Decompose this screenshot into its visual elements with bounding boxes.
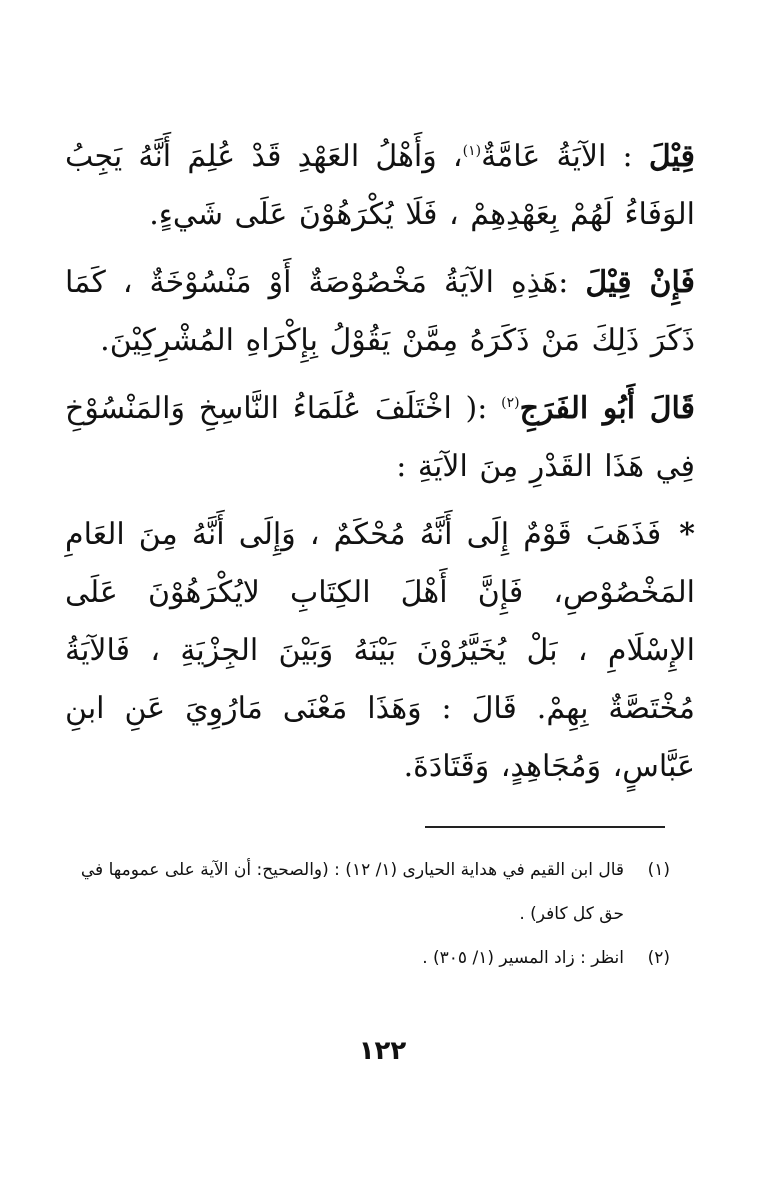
paragraph-text: :( اخْتَلَفَ عُلَمَاءُ النَّاسِخِ وَالمَنْسُوْخِ فِي هَذَا القَدْرِ مِنَ الآيَةِ : <box>65 391 695 484</box>
paragraph-lead: قَالَ أَبُو الفَرَجِ <box>519 391 695 426</box>
page-number: ١٢٢ <box>358 1036 407 1066</box>
footnote-number: (٢) <box>647 948 670 968</box>
paragraph-text: ، وَأَهْلُ العَهْدِ قَدْ عُلِمَ أَنَّهُ يَجِبُ الوَفَاءُ لَهُمْ بِعَهْدِهِمْ ، فَلَا يُكْرَهُوْنَ عَلَى شَيءٍ. <box>65 139 695 232</box>
paragraph-1 <box>65 128 695 244</box>
footnote-2 <box>70 936 670 980</box>
paragraph-text: فَذَهَبَ قَوْمٌ إِلَى أَنَّهُ مُحْكَمٌ ، وَإِلَى أَنَّهُ مِنَ العَامِ المَخْصُوْصِ، فَإِنَّ أَهْلَ الكِتَابِ لايُكْرَهُوْنَ عَلَى الإِسْلَامِ ، بَلْ يُخَيَّرُوْنَ بَيْنَهُ وَبَيْنَ الجِزْيَةِ ، فَالآيَةُ مُخْتَصَّةٌ بِهِمْ. قَالَ : وَهَذَا مَعْنَى مَارُوِيَ عَنِ ابنِ عَبَّاسٍ، وَمُجَاهِدٍ، وَقَتَادَةَ. <box>65 517 695 784</box>
footnote-text: قال ابن القيم في هداية الحيارى (١/ ١٢) : (والصحيح: أن الآية على عمومها في حق كل كافر) . <box>80 860 624 924</box>
paragraph-lead: قِيْلَ <box>648 139 695 174</box>
footnote-number: (١) <box>647 860 670 880</box>
paragraph-lead: فَإِنْ قِيْلَ <box>585 265 696 300</box>
footnote-ref: (٢) <box>501 395 520 411</box>
footnote-1 <box>70 848 670 936</box>
paragraph-text: : الآيَةُ عَامَّةٌ <box>481 139 649 174</box>
main-text <box>65 128 695 806</box>
footnotes <box>70 848 670 980</box>
paragraph-4 <box>65 506 695 796</box>
bullet-marker: * <box>679 517 695 552</box>
paragraph-2 <box>65 254 695 370</box>
footnote-separator <box>425 826 665 828</box>
paragraph-3 <box>65 380 695 496</box>
footnote-ref: (١) <box>462 143 482 159</box>
paragraph-text: :هَذِهِ الآيَةُ مَخْصُوْصَةٌ أَوْ مَنْسُوْخَةٌ ، كَمَا ذَكَرَ ذَلِكَ مَنْ ذَكَرَهُ مِمَّنْ يَقُوْلُ بِإِكْرَاهِ المُشْرِكِيْنَ. <box>65 265 695 358</box>
footnote-text: انظر : زاد المسير (١/ ٣٠٥) . <box>422 948 624 968</box>
